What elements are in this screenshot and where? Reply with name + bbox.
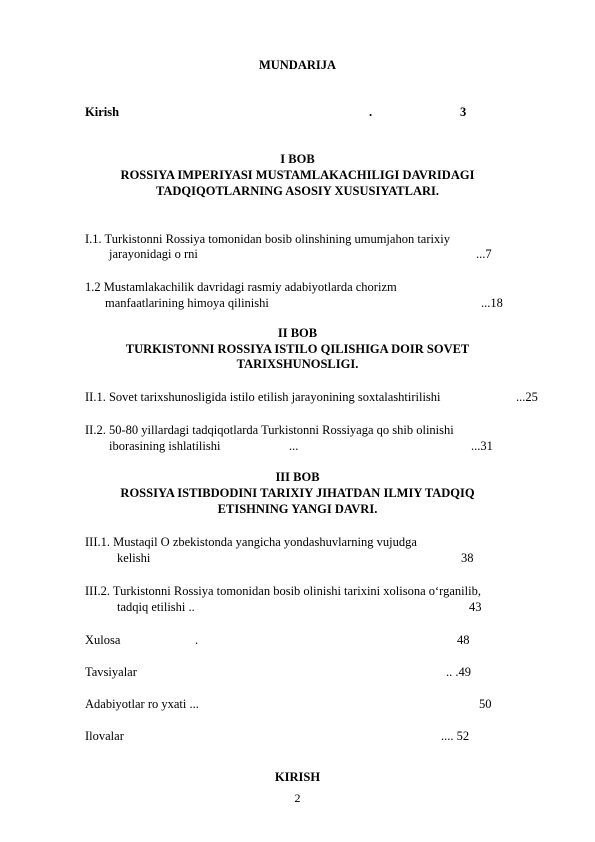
toc-section-2-2-line2: iborasining ishlatilishi [109, 439, 221, 453]
chapter-3-heading-line2: ETISHNING YANGI DAVRI. [217, 502, 378, 516]
toc-section-1-1-line1: I.1. Turkistonni Rossiya tomonidan bosib olinshining umumjahon tarixiy [85, 232, 450, 246]
toc-section-1-2-line2: manfaatlarining himoya qilinishi [105, 296, 269, 310]
chapter-2-heading-line1: TURKISTONNI ROSSIYA ISTILO QILISHIGA DOIR SOVET [125, 342, 470, 356]
toc-section-3-2-line1: III.2. Turkistonni Rossiya tomonidan bosib olinishi tarixini xolisona o‘rganilib, [85, 584, 481, 598]
toc-section-1-2-page: ...18 [481, 296, 503, 310]
toc-intro-page: 3 [460, 105, 467, 119]
toc-section-1-1-line2: jarayonidagi o rni [109, 247, 198, 261]
chapter-1-heading-line1: ROSSIYA IMPERIYASI MUSTAMLAKACHILIGI DAVRIDAGI [120, 168, 475, 182]
toc-section-1-2-line1: 1.2 Mustamlakachilik davridagi rasmiy adabiyotlarda chorizm [85, 280, 397, 294]
toc-appendices-page: .... 52 [441, 729, 470, 743]
chapter-3-label: III BOB [275, 470, 320, 484]
toc-section-2-2-mid: ... [289, 439, 299, 453]
chapter-2-label: II BOB [277, 326, 318, 340]
toc-recommendations-page: .. .49 [446, 665, 471, 679]
chapter-3-heading-line1: ROSSIYA ISTIBDODINI TARIXIY JIHATDAN ILMIY TADQIQ [120, 486, 475, 500]
document-title: MUNDARIJA [258, 58, 337, 72]
toc-section-1-1-page: ...7 [476, 247, 492, 261]
toc-conclusion-label: Xulosa [85, 633, 121, 647]
toc-intro-dot: . [369, 105, 373, 119]
toc-section-2-1-page: ...25 [516, 390, 538, 404]
toc-intro-label: Kirish [85, 105, 120, 119]
toc-section-2-2-page: ...31 [471, 439, 493, 453]
toc-references-label: Adabiyotlar ro yxati ... [85, 697, 199, 711]
toc-references-page: 50 [479, 697, 492, 711]
toc-conclusion-dot: . [195, 633, 199, 647]
toc-section-2-2-line1: II.2. 50-80 yillardagi tadqiqotlarda Turkistonni Rossiyaga qo shib olinishi [85, 423, 454, 437]
next-section-heading: KIRISH [274, 770, 321, 784]
chapter-1-label: I BOB [280, 152, 315, 166]
toc-section-3-1-page: 38 [461, 551, 474, 565]
page-number: 2 [294, 791, 301, 805]
chapter-1-heading-line2: TADQIQOTLARNING ASOSIY XUSUSIYATLARI. [155, 184, 440, 198]
toc-section-3-1-line2: kelishi [117, 551, 151, 565]
chapter-2-heading-line2: TARIXSHUNOSLIGI. [236, 357, 359, 371]
toc-section-3-1-line1: III.1. Mustaqil O zbekistonda yangicha yondashuvlarning vujudga [85, 535, 417, 549]
toc-section-2-1-line1: II.1. Sovet tarixshunosligida istilo etilish jarayonining soxtalashtirilishi [85, 390, 441, 404]
toc-section-3-2-page: 43 [469, 600, 482, 614]
toc-recommendations-label: Tavsiyalar [85, 665, 137, 679]
toc-appendices-label: Ilovalar [85, 729, 124, 743]
toc-section-3-2-line2: tadqiq etilishi .. [117, 600, 195, 614]
toc-conclusion-page: 48 [457, 633, 470, 647]
